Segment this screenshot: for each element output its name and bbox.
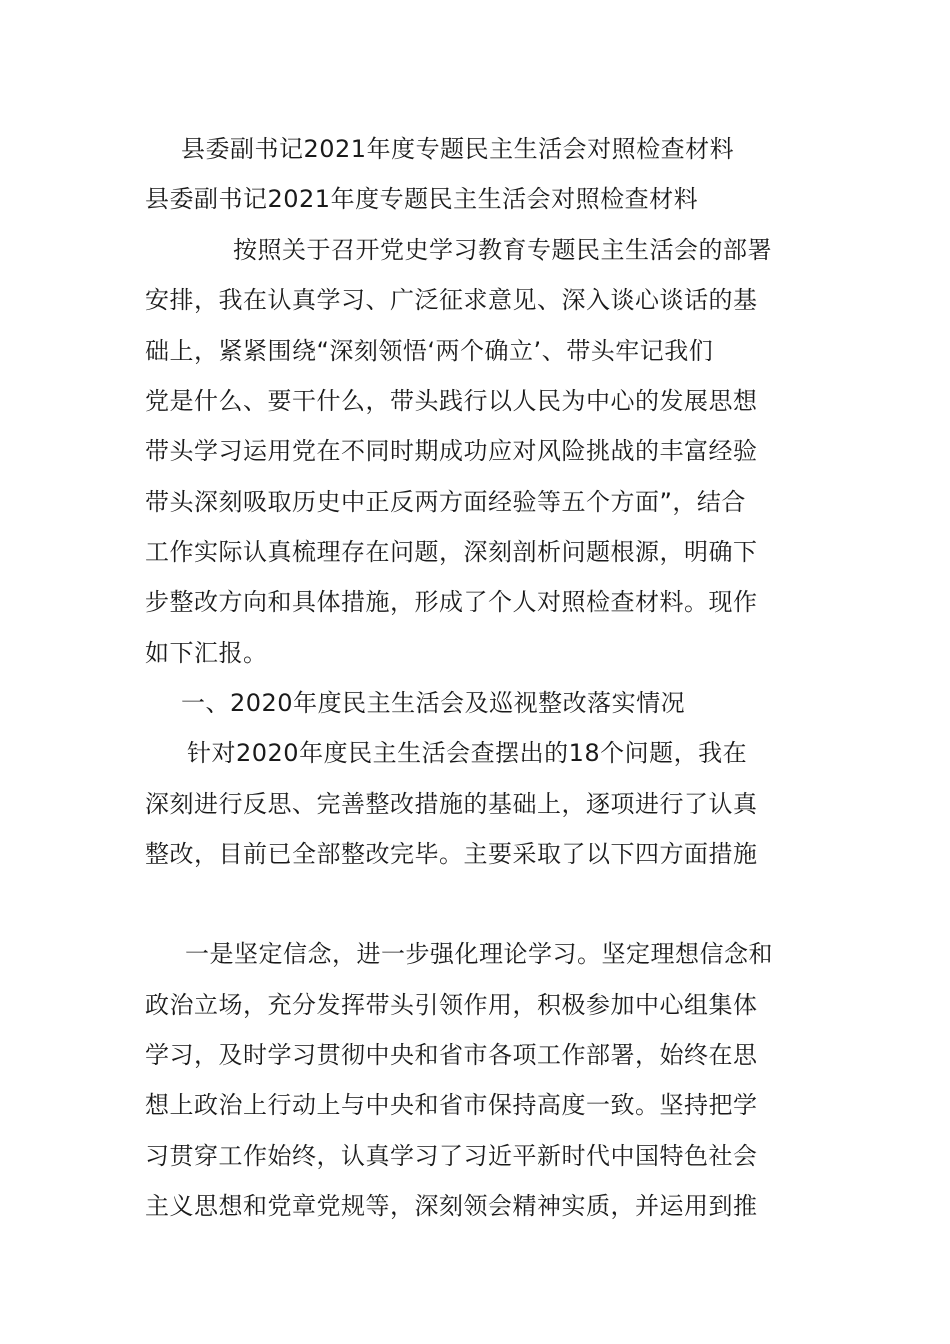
intro-line: 安排，我在认真学习、广泛征求意见、深入谈心谈话的基: [145, 286, 758, 314]
section-line: 整改，目前已全部整改完毕。主要采取了以下四方面措施: [145, 840, 758, 868]
section-line: 针对2020年度民主生活会查摆出的18个问题，我在: [187, 739, 748, 767]
intro-line: 步整改方向和具体措施，形成了个人对照检查材料。现作: [145, 588, 758, 616]
intro-line: 如下汇报。: [145, 639, 268, 667]
intro-line: 带头学习运用党在不同时期成功应对风险挑战的丰富经验: [145, 437, 758, 465]
paragraph-gap: [145, 880, 805, 920]
measure-line: 主义思想和党章党规等，深刻领会精神实质，并运用到推: [145, 1192, 758, 1220]
measure-line: 学习，及时学习贯彻中央和省市各项工作部署，始终在思: [145, 1041, 758, 1069]
intro-line: 工作实际认真梳理存在问题，深刻剖析问题根源，明确下: [145, 538, 758, 566]
intro-line: 带头深刻吸取历史中正反两方面经验等五个方面”，结合: [145, 488, 746, 516]
section-line: 深刻进行反思、完善整改措施的基础上，逐项进行了认真: [145, 790, 758, 818]
section-heading: 一、2020年度民主生活会及巡视整改落实情况: [181, 689, 686, 717]
intro-line: 党是什么、要干什么，带头践行以人民为中心的发展思想: [145, 387, 758, 415]
document-title: 县委副书记2021年度专题民主生活会对照检查材料: [181, 135, 735, 163]
document-subtitle: 县委副书记2021年度专题民主生活会对照检查材料: [145, 185, 699, 213]
intro-line: 按照关于召开党史学习教育专题民主生活会的部署: [233, 236, 772, 264]
intro-line: 础上，紧紧围绕“深刻领悟‘两个确立’、带头牢记我们: [145, 337, 714, 365]
measure-line: 习贯穿工作始终，认真学习了习近平新时代中国特色社会: [145, 1142, 758, 1170]
measure-line: 政治立场，充分发挥带头引领作用，积极参加中心组集体: [145, 991, 758, 1019]
measure-line: 想上政治上行动上与中央和省市保持高度一致。坚持把学: [145, 1091, 758, 1119]
measure-line: 一是坚定信念，进一步强化理论学习。坚定理想信念和: [185, 940, 773, 968]
